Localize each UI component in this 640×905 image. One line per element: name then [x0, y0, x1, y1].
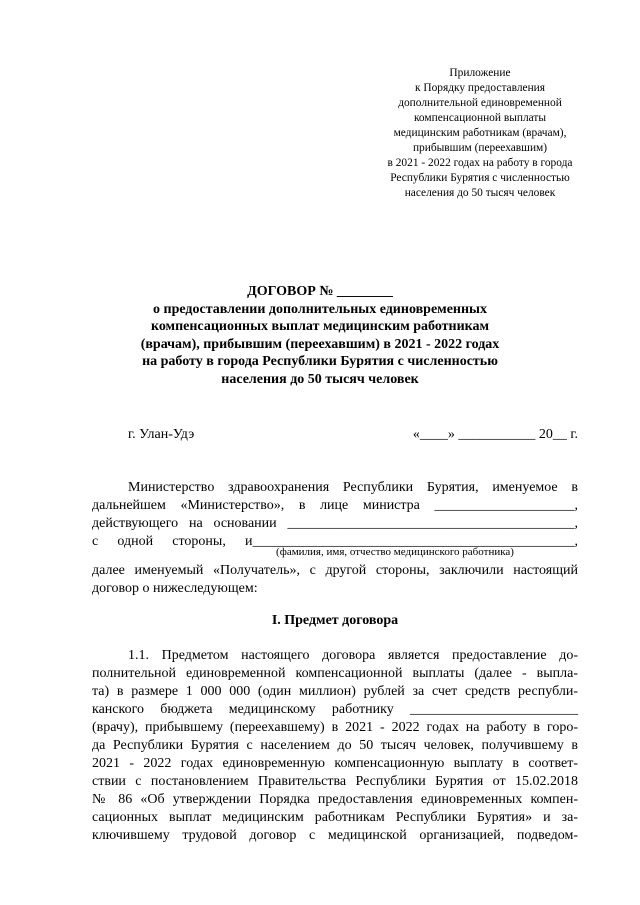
title-line: ДОГОВОР № ________: [247, 284, 393, 299]
appendix-line: прибывшим (переехавшим): [412, 142, 548, 154]
after-caption-line: далее именуемый «Получатель», с другой стороны, заключили настоящий: [92, 563, 578, 578]
clause-line: № 86 «Об утверждении Порядка предоставления единовременных компен-: [92, 792, 578, 807]
after-caption-line: договор о нижеследующем:: [92, 581, 258, 596]
preamble-line: Министерство здравоохранения Республики Бурятия, именуемое в: [128, 480, 578, 495]
clause-line: ключившему трудовой договор с медицинской организацией, подведом-: [92, 828, 578, 843]
appendix-line: Республики Бурятия с численностью: [390, 172, 570, 184]
title-line: (врачам), прибывшим (переехавшим) в 2021 - 2022 годах: [140, 336, 500, 352]
clause-line: сационных выплат медицинским работникам Республики Бурятия» и за-: [92, 810, 578, 825]
appendix-line: Приложение: [449, 67, 511, 79]
clause-line: 1.1. Предметом настоящего договора является предоставление до-: [128, 648, 578, 663]
clause-line: полнительной единовременной компенсационной выплаты (далее - выпла-: [92, 666, 578, 681]
appendix-line: компенсационной выплаты: [413, 112, 547, 124]
place: г. Улан-Удэ: [128, 427, 195, 442]
preamble-line: дальнейшем «Министерство», в лице министра ____________________,: [92, 498, 578, 513]
title-line: о предоставлении дополнительных единовременных: [153, 301, 487, 317]
clause-line: 2021 - 2022 годах единовременную компенсационную выплату в соответ-: [92, 756, 578, 771]
clause-line: (врачу), прибывшему (переехавшему) в 2021 - 2022 годах на работу в горо-: [92, 720, 578, 735]
title-line: населения до 50 тысяч человек: [221, 371, 419, 387]
date-blank: «____» ___________ 20__ г.: [412, 427, 578, 442]
clause-line: ствии с постановлением Правительства Республики Бурятия от 15.02.2018: [92, 774, 578, 789]
appendix-line: к Порядку предоставления: [414, 82, 546, 94]
appendix-line: населения до 50 тысяч человек: [404, 187, 556, 199]
appendix-line: дополнительной единовременной: [398, 97, 562, 109]
name-caption: (фамилия, имя, отчество медицинского работника): [276, 546, 514, 558]
clause-line: да Республики Бурятия с населением до 50 тысяч человек, получившему в: [92, 738, 578, 753]
preamble-line: действующего на основании _________________________________________,: [92, 516, 578, 531]
title-line: компенсационных выплат медицинским работникам: [150, 319, 490, 334]
clause-line: та) в размере 1 000 000 (один миллион) рублей за счет средств республи-: [92, 684, 578, 699]
appendix-line: медицинским работникам (врачам),: [393, 127, 567, 139]
title-line: на работу в города Республики Бурятия с численностью: [142, 354, 498, 369]
appendix-note: [345, 66, 615, 201]
section-heading: I. Предмет договора: [271, 613, 399, 628]
clause-line: канского бюджета медицинскому работнику ________________________: [92, 702, 578, 717]
preamble-line: с одной стороны, и______________________________________________,: [92, 534, 578, 549]
appendix-line: в 2021 - 2022 годах на работу в города: [387, 157, 573, 169]
document-title: [60, 283, 580, 388]
